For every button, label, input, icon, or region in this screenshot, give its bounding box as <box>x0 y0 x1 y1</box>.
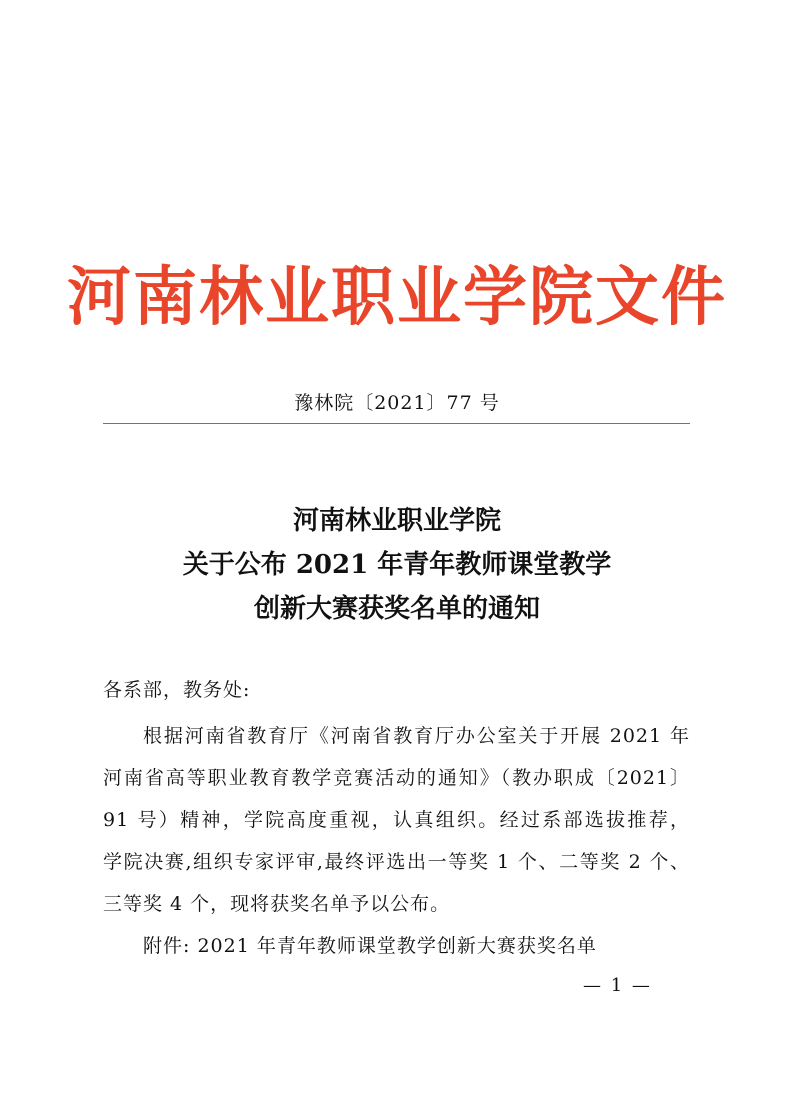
paragraph-line: 三等奖 4 个，现将获奖名单予以公布。 <box>103 893 451 915</box>
paragraph-line: 学院决赛,组织专家评审,最终评选出一等奖 1 个、二等奖 2 个、 <box>103 851 690 873</box>
paragraph-line: 91 号）精神，学院高度重视，认真组织。经过系部选拔推荐， <box>103 809 690 831</box>
header-red-rule <box>103 423 690 424</box>
title-line: 关于公布 2021 年青年教师课堂教学 <box>182 550 612 580</box>
title-line: 创新大赛获奖名单的通知 <box>253 594 540 624</box>
document-number: 豫林院〔2021〕77 号 <box>294 392 500 414</box>
document-masthead: 河南林业职业学院文件 <box>67 260 727 335</box>
attachment-line: 附件: 2021 年青年教师课堂教学创新大赛获奖名单 <box>143 935 597 957</box>
paragraph-line: 根据河南省教育厅《河南省教育厅办公室关于开展 2021 年 <box>143 725 690 747</box>
title-line: 河南林业职业学院 <box>292 506 501 536</box>
paragraph-line: 河南省高等职业教育教学竞赛活动的通知》（教办职成〔2021〕 <box>103 767 690 789</box>
notice-title <box>0 499 794 631</box>
page-number: — 1 — <box>583 975 652 996</box>
addressee-line: 各系部，教务处: <box>103 679 251 701</box>
